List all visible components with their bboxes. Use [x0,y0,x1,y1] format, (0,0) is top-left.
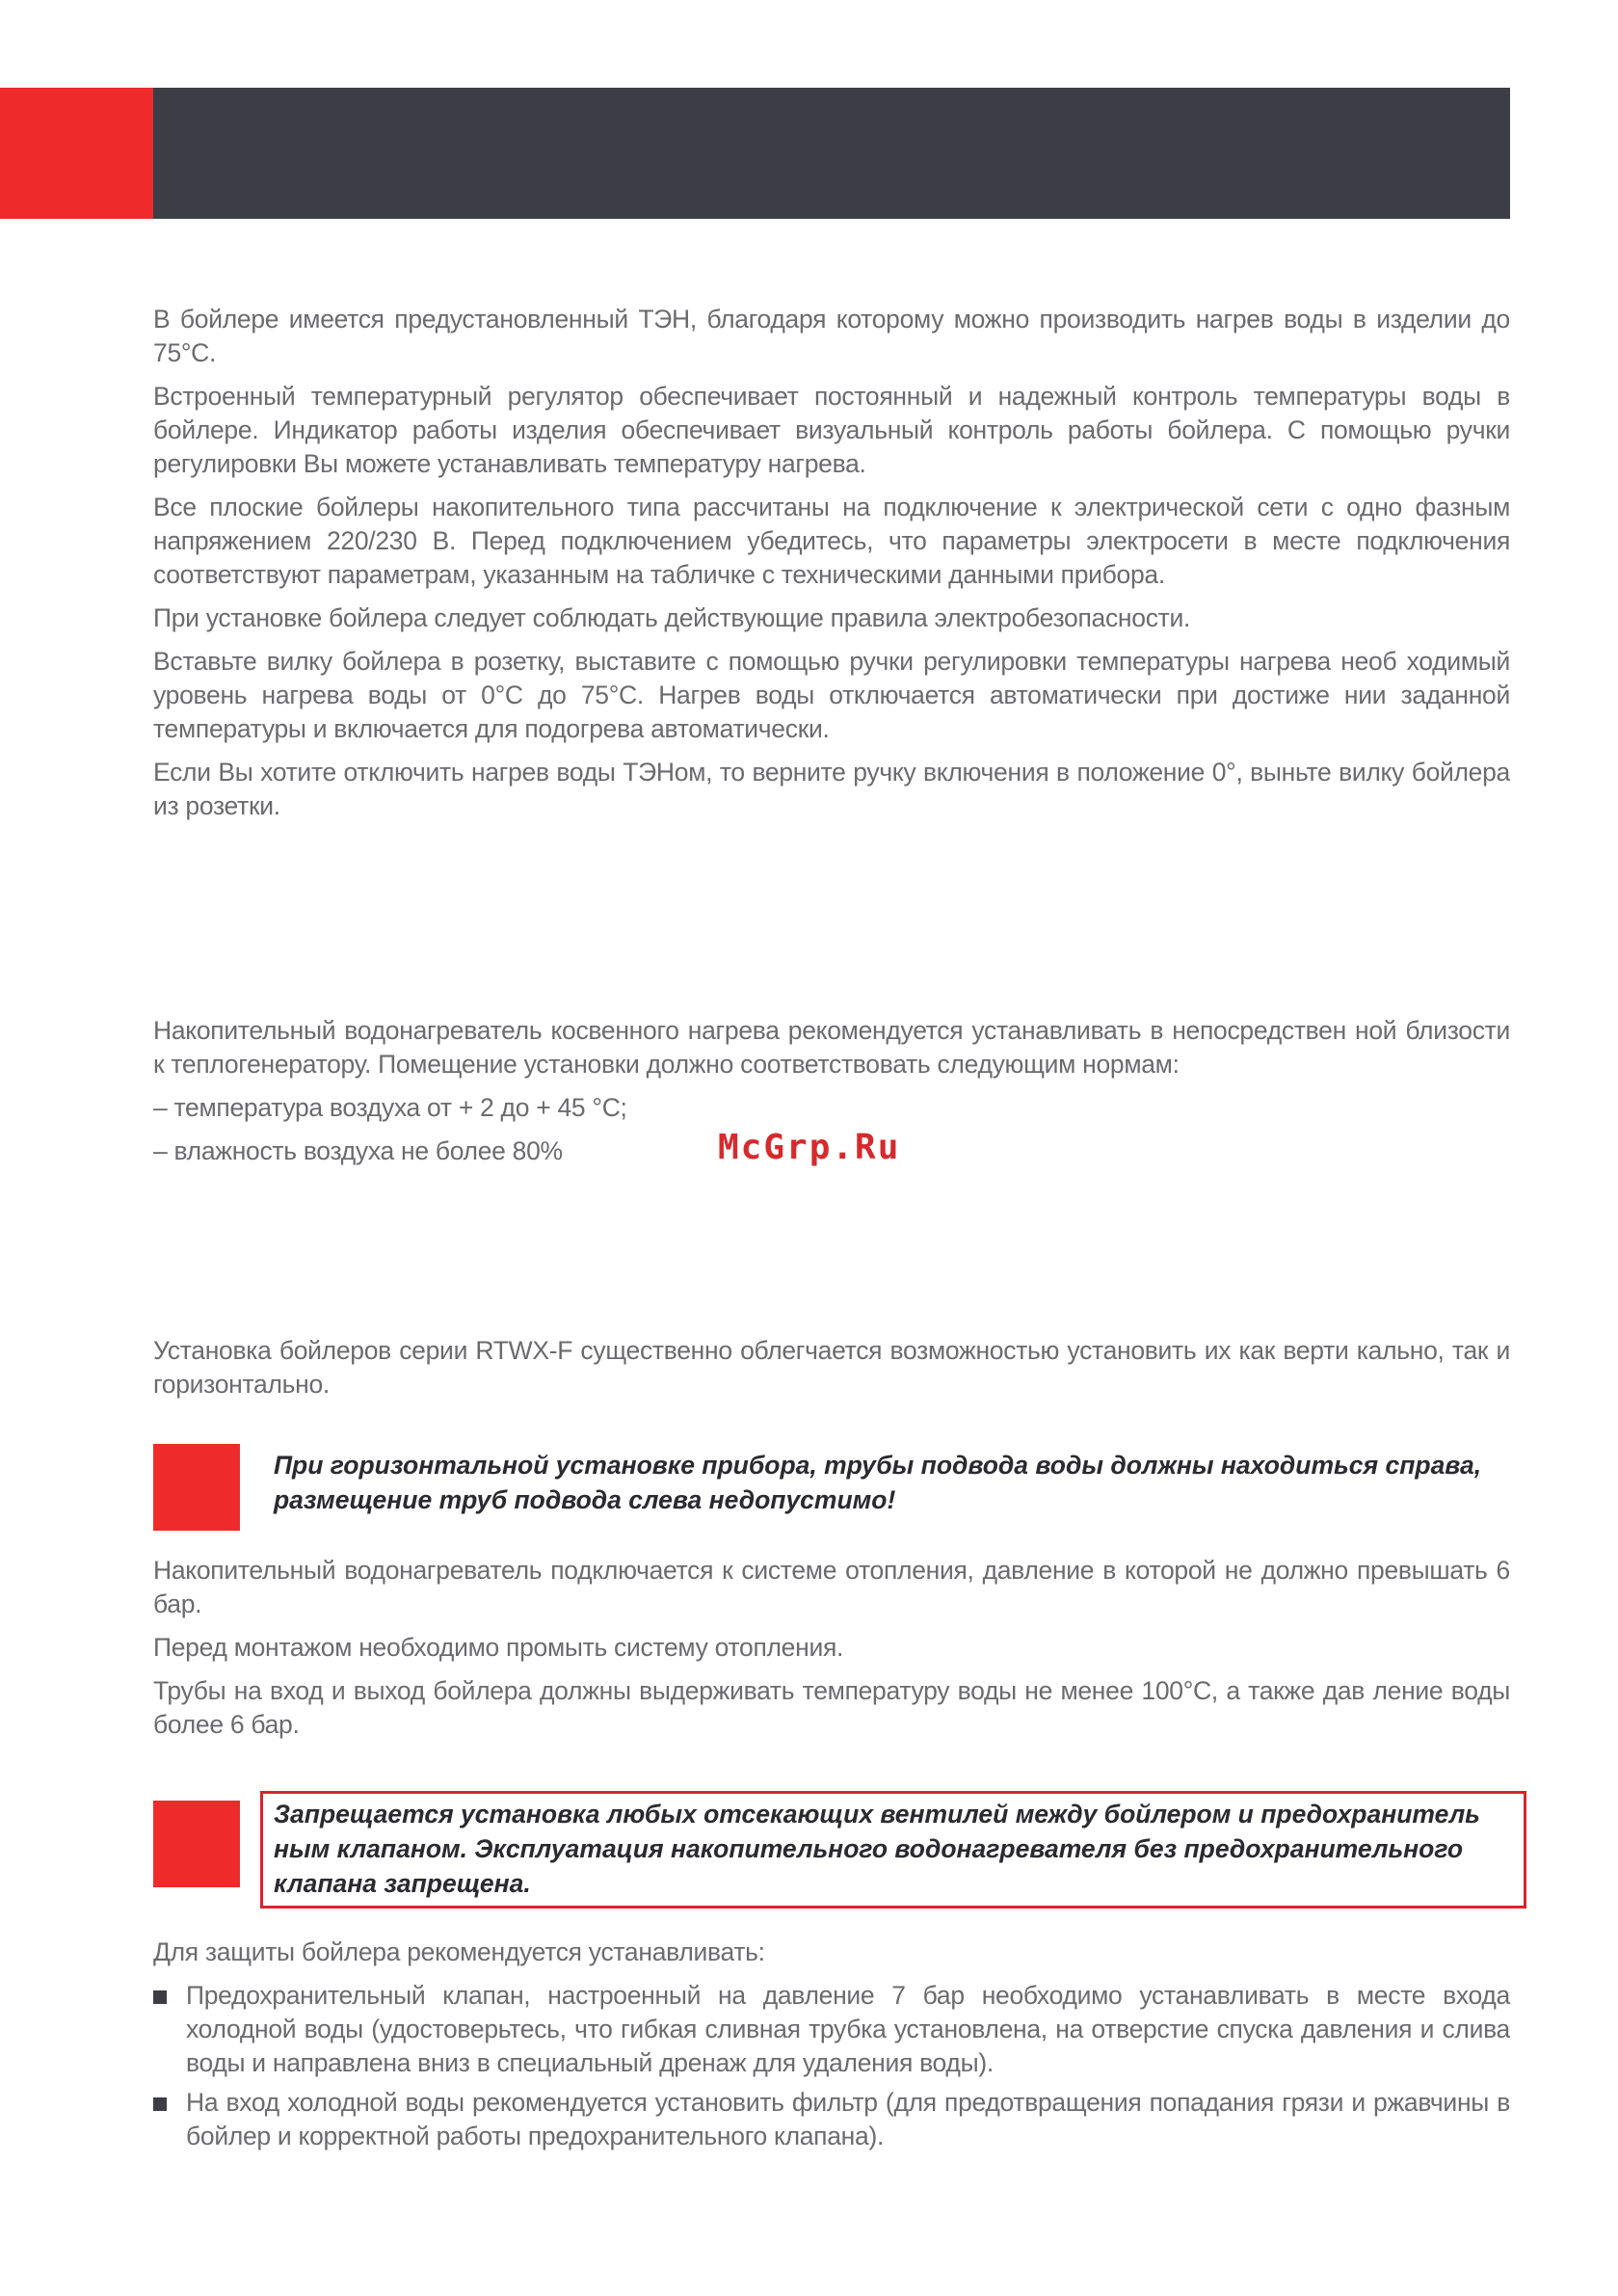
bullet-square-icon [153,2097,167,2111]
bullet-text: Предохранительный клапан, настроенный на давление 7 бар необходимо устанавливать в месте входа холодной воды (удостоверьтесь, что гибкая сливная трубка установлена, на отверстие спуска давления и слива воды и направлена вниз в специальный дренаж для удаления воды). [186,1981,1510,2077]
section-mounting [153,1334,1510,1402]
paragraph: Перед монтажом необходимо промыть систему отопления. [153,1633,844,1662]
watermark: McGrp.Ru [718,1128,901,1167]
bullet-item [153,1979,1510,2080]
paragraph: Вставьте вилку бойлера в розетку, выставите с помощью ручки регулировки температуры нагрева необ ходимый уровень нагрева воды от 0°С до 75°С. Нагрев воды отключается автоматически при достиже нии заданной температуры и включается для подогрева автоматически. [153,647,1510,743]
warning-text: При горизонтальной установке прибора, трубы подвода воды должны находиться справа, размещение труб подвода слева недопустимо! [274,1451,1482,1514]
bullet-item [153,2086,1510,2153]
list-item: – влажность воздуха не более 80% [153,1136,563,1165]
paragraph: При установке бойлера следует соблюдать действующие правила электробезопасности. [153,603,1191,632]
section-protection [153,1936,1510,2153]
paragraph: В бойлере имеется предустановленный ТЭН, благодаря которому можно производить нагрев воды в изделии до 75°С. [153,305,1510,367]
bullet-square-icon [153,1990,167,2004]
header-red-tab [0,88,153,219]
warning-text: Запрещается установка любых отсекающих вентилей между бойлером и предохранитель ным клапаном. Эксплуатация накопительного водонагревателя без предохранительного клапана запрещена. [274,1800,1480,1898]
warning-marker [153,1801,240,1887]
paragraph: Если Вы хотите отключить нагрев воды ТЭНом, то верните ручку включения в положение 0°, выньте вилку бойлера из розетки. [153,758,1510,820]
paragraph: Для защиты бойлера рекомендуется устанавливать: [153,1937,765,1966]
warning-marker [153,1444,240,1531]
paragraph: Накопительный водонагреватель косвенного нагрева рекомендуется устанавливать в непосредствен ной близости к теплогенератору. Помещение установки должно соответствовать следующим нормам: [153,1016,1510,1079]
paragraph: Все плоские бойлеры накопительного типа рассчитаны на подключение к электрической сети с одно фазным напряжением 220/230 В. Перед подключением убедитесь, что параметры электросети в месте подключения соответствуют параметрам, указанным на табличке с техническими данными прибора. [153,493,1510,589]
paragraph: Установка бойлеров серии RTWX-F существенно облегчается возможностью установить их как верти кально, так и горизонтально. [153,1336,1510,1399]
bullet-text: На вход холодной воды рекомендуется установить фильтр (для предотвращения попадания грязи и ржавчины в бойлер и корректной работы предохранительного клапана). [186,2088,1510,2150]
header-bar [153,88,1510,219]
list-item: – температура воздуха от + 2 до + 45 °С; [153,1093,627,1122]
paragraph: Трубы на вход и выход бойлера должны выдерживать температуру воды не менее 100°С, а также дав ление воды более 6 бар. [153,1676,1510,1739]
section-heating-connection [153,1554,1510,1742]
paragraph: Накопительный водонагреватель подключается к системе отопления, давление в которой не должно превышать 6 бар. [153,1556,1510,1618]
section-electric-heating [153,303,1510,823]
paragraph: Встроенный температурный регулятор обеспечивает постоянный и надежный контроль температуры воды в бойлере. Индикатор работы изделия обеспечивает визуальный контроль работы бойлера. С помощью ручки регулировки Вы можете устанавливать температуру нагрева. [153,382,1510,478]
